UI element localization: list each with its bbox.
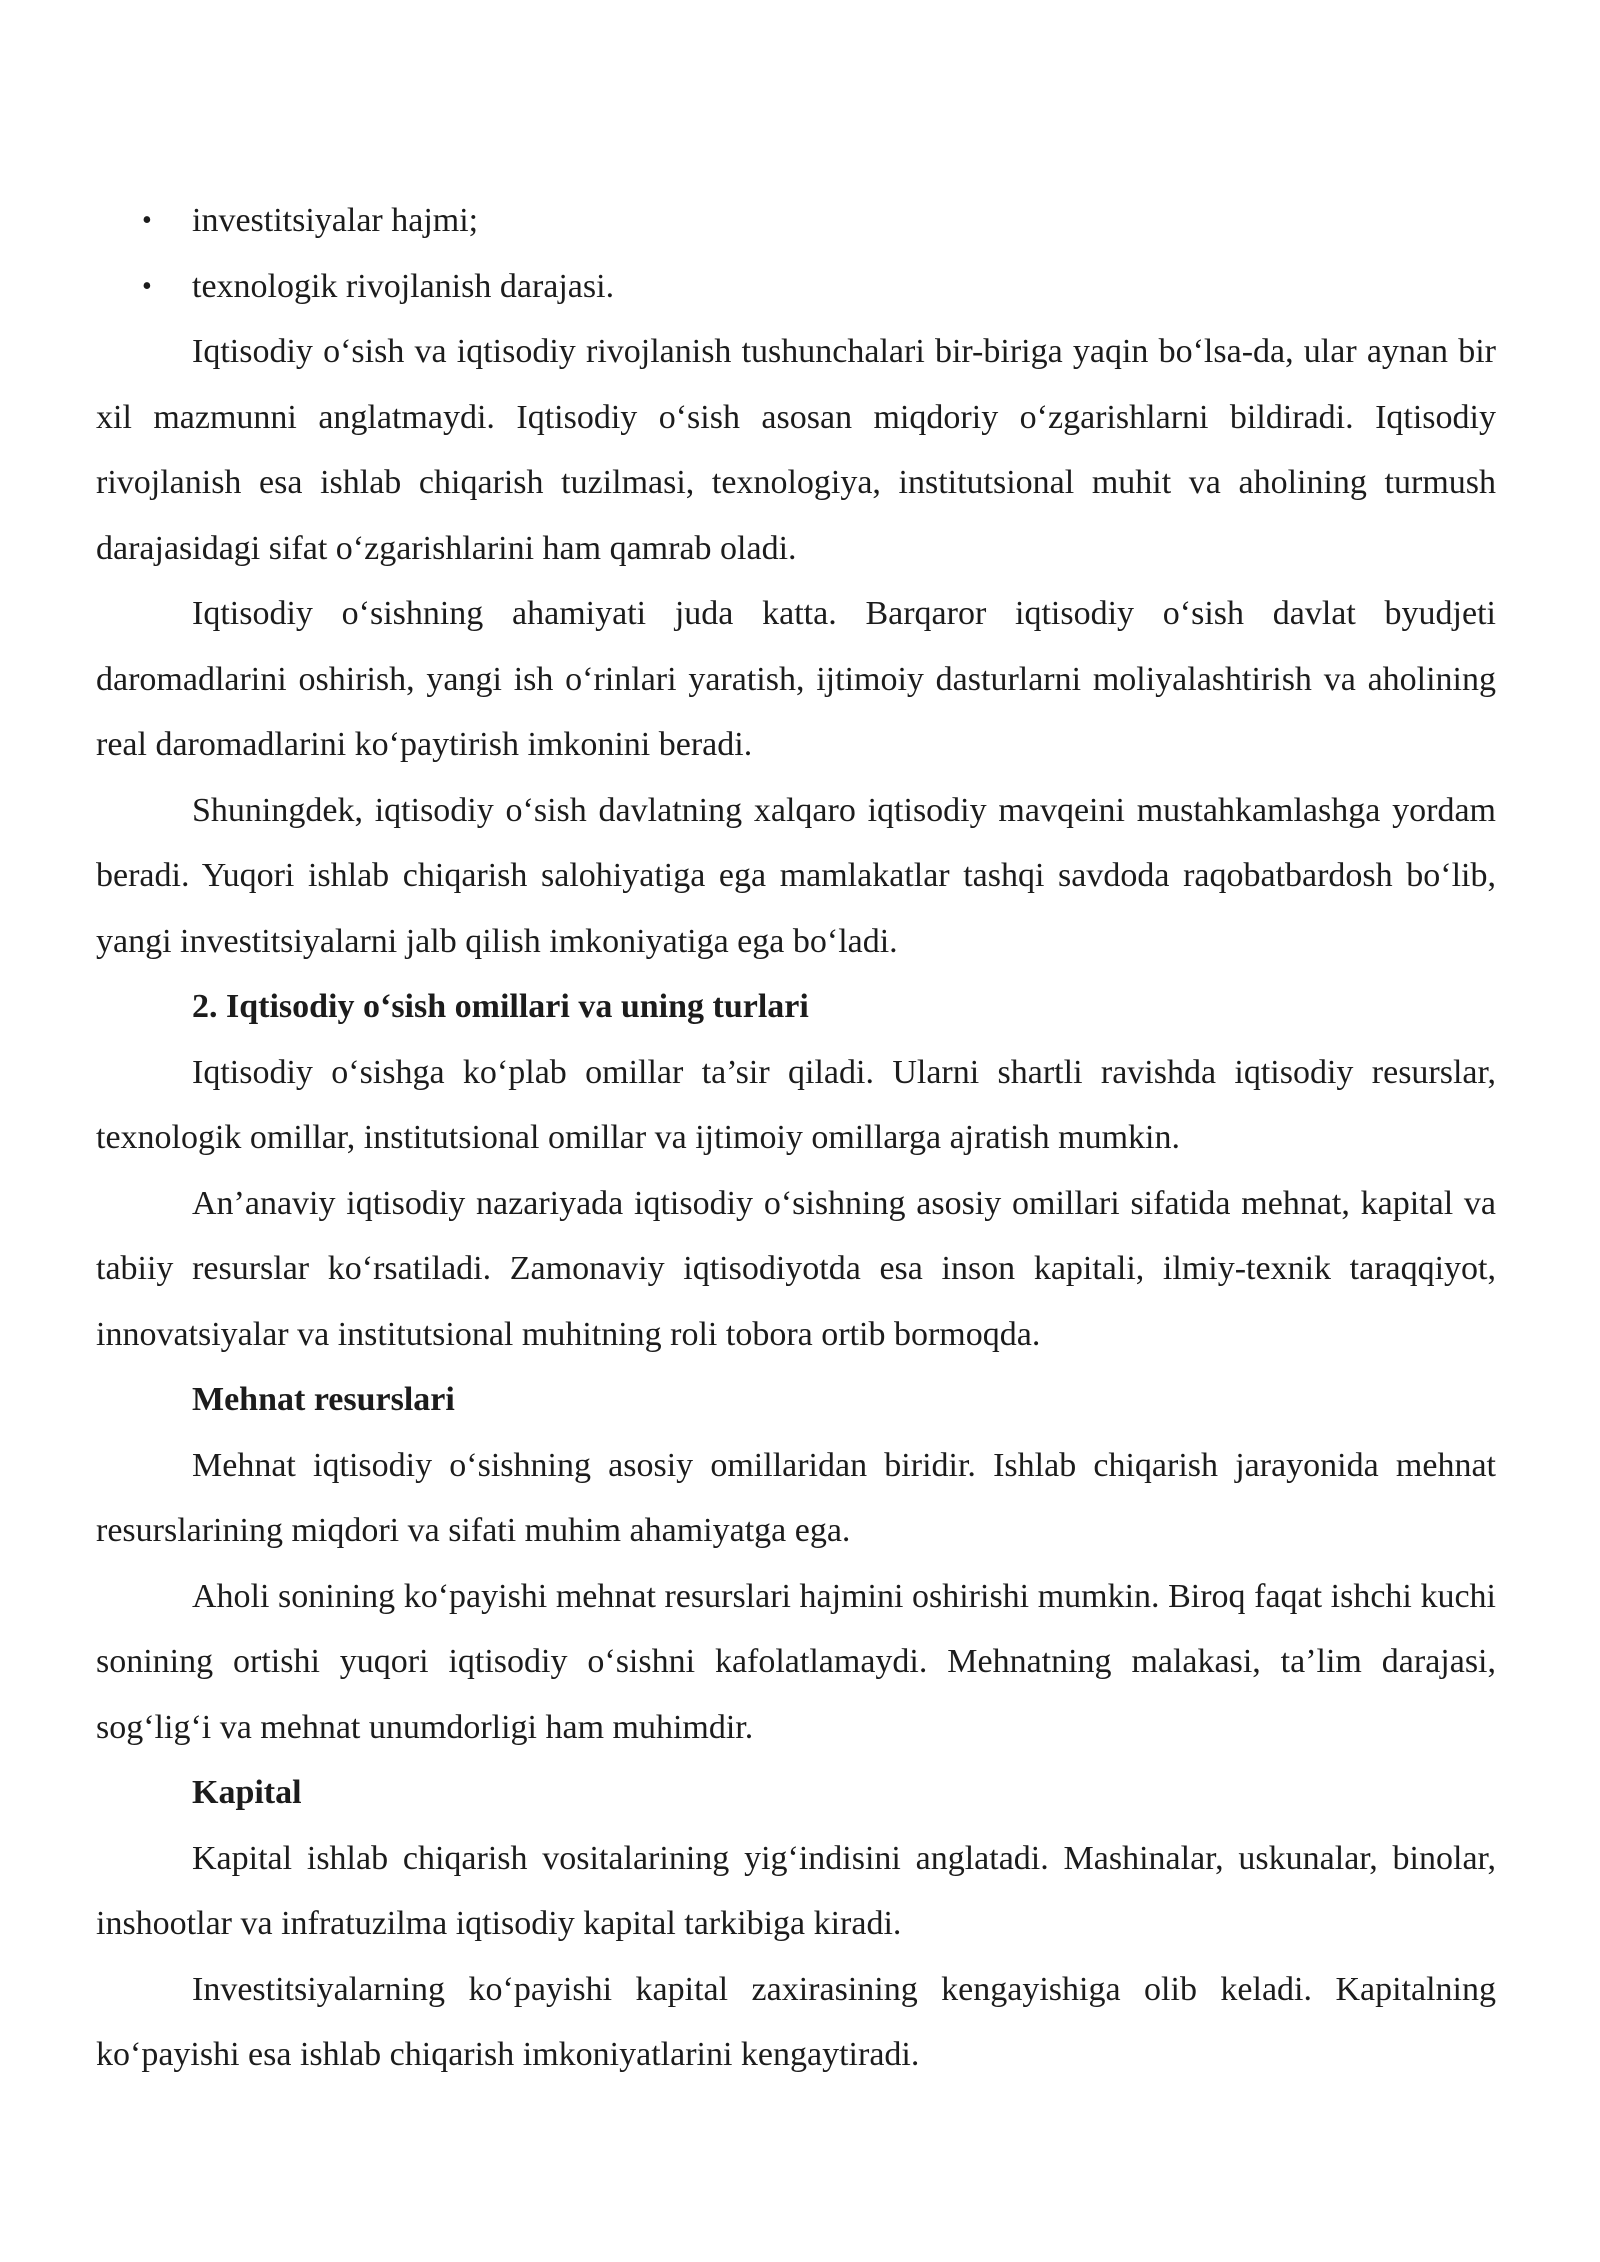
- list-item-text: texnologik rivojlanish darajasi.: [192, 267, 615, 305]
- section-heading: 2. Iqtisodiy o‘sish omillari va uning turlari: [192, 988, 809, 1025]
- paragraph-population-growth: Aholi sonining ko‘payishi mehnat resurslari hajmini oshirishi mumkin. Biroq faqat ishchi kuchi sonining ortishi yuqori iqtisodiy o‘sishni kafolatlamaydi. Mehnatning malakasi, ta’lim darajasi, sog‘lig‘i va mehnat unumdorligi ham muhimdir.: [96, 1577, 1496, 1746]
- paragraph-investment-growth: Investitsiyalarning ko‘payishi kapital zaxirasining kengayishiga olib keladi. Kapitalning ko‘payishi esa ishlab chiqarish imkoniyatlarini kengaytiradi.: [96, 1970, 1496, 2073]
- paragraph-growth-factors: Iqtisodiy o‘sishga ko‘plab omillar ta’sir qiladi. Ularni shartli ravishda iqtisodiy resurslar, texnologik omillar, institutsional omillar va ijtimoiy omillarga ajratish mumkin.: [96, 1053, 1496, 1156]
- subheading-labor: Mehnat resurslari: [192, 1381, 455, 1418]
- list-item: [96, 188, 1496, 254]
- document-page: [96, 188, 1496, 2088]
- paragraph-traditional-theory: An’anaviy iqtisodiy nazariyada iqtisodiy o‘sishning asosiy omillari sifatida mehnat, kapital va tabiiy resurslar ko‘rsatiladi. Zamonaviy iqtisodiyotda esa inson kapitali, ilmiy-texnik taraqqiyot, innovatsiyalar va institutsional muhitning roli tobora ortib bormoqda.: [96, 1184, 1496, 1353]
- list-item-text: investitsiyalar hajmi;: [192, 202, 479, 239]
- paragraph-growth-vs-development: Iqtisodiy o‘sish va iqtisodiy rivojlanish tushunchalari bir-biriga yaqin bo‘lsa-da, ular aynan bir xil mazmunni anglatmaydi. Iqtisodiy o‘sish asosan miqdoriy o‘zgarishlarni bildiradi. Iqtisodiy rivojlanish esa ishlab chiqarish tuzilmasi, texnologiya, institutsional muhit va aholining turmush darajasidagi sifat o‘zgarishlarini ham qamrab oladi.: [96, 333, 1496, 567]
- paragraph-growth-importance: Iqtisodiy o‘sishning ahamiyati juda katta. Barqaror iqtisodiy o‘sish davlat byudjeti daromadlarini oshirish, yangi ish o‘rinlari yaratish, ijtimoiy dasturlarni moliyalashtirish va aholining real daromadlarini ko‘paytirish imkonini beradi.: [96, 595, 1496, 763]
- bullet-icon: •: [142, 270, 152, 302]
- list-item: [96, 254, 1496, 320]
- paragraph-capital-definition: Kapital ishlab chiqarish vositalarining yig‘indisini anglatadi. Mashinalar, uskunalar, binolar, inshootlar va infratuzilma iqtisodiy kapital tarkibiga kiradi.: [96, 1839, 1496, 1942]
- bullet-icon: •: [142, 205, 152, 236]
- subheading-capital: Kapital: [192, 1774, 302, 1811]
- bullet-list: [96, 188, 1496, 319]
- paragraph-labor-factor: Mehnat iqtisodiy o‘sishning asosiy omillaridan biridir. Ishlab chiqarish jarayonida mehnat resurslarining miqdori va sifati muhim ahamiyatga ega.: [96, 1446, 1496, 1549]
- paragraph-international-position: Shuningdek, iqtisodiy o‘sish davlatning xalqaro iqtisodiy mavqeini mustahkamlashga yordam beradi. Yuqori ishlab chiqarish salohiyatiga ega mamlakatlar tashqi savdoda raqobatbardosh bo‘lib, yangi investitsiyalarni jalb qilish imkoniyatiga ega bo‘ladi.: [96, 791, 1496, 960]
